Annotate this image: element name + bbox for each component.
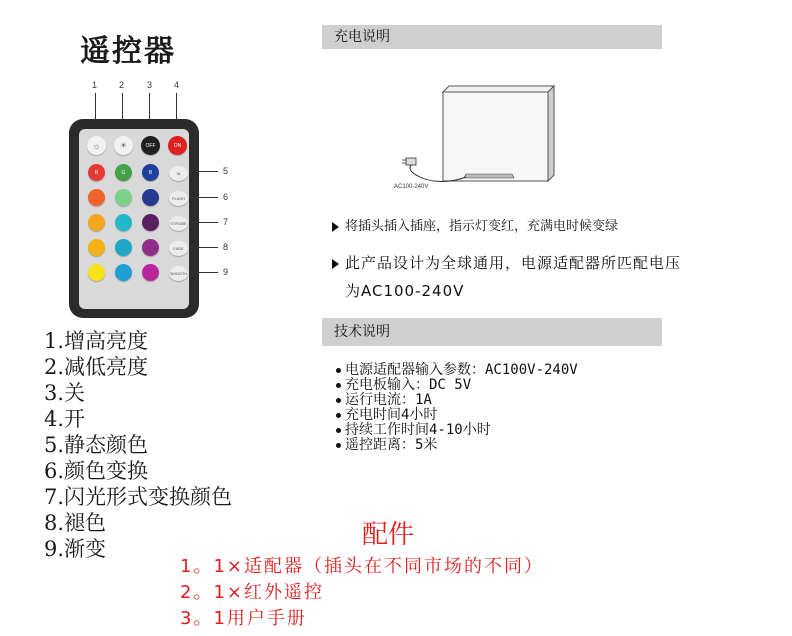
- color-button[interactable]: [115, 214, 132, 231]
- callout-5: 5: [223, 166, 229, 176]
- list-item: [44, 406, 232, 432]
- accessory-item: 1。1×适配器（插头在不同市场的不同）: [180, 556, 544, 577]
- color-button[interactable]: [142, 214, 159, 231]
- off-label: OFF: [145, 142, 156, 149]
- item-number: 3.: [44, 381, 65, 405]
- off-button[interactable]: [141, 136, 160, 155]
- item-text: 关: [64, 381, 86, 405]
- cube-front: [443, 92, 548, 181]
- color-button[interactable]: [115, 239, 132, 256]
- color-button[interactable]: B: [142, 164, 159, 181]
- cube-side: [548, 86, 554, 181]
- smooth-label: SMOOTH: [169, 271, 188, 276]
- accessories-title: 配件: [362, 520, 415, 550]
- list-item: [44, 380, 232, 406]
- list-item: [44, 510, 232, 536]
- remote-face: [79, 129, 189, 309]
- item-text: 渐变: [64, 537, 107, 561]
- callout-3: 3: [147, 80, 153, 90]
- remote-control: [69, 119, 199, 318]
- item-number: 6.: [44, 459, 65, 483]
- item-number: 8.: [44, 511, 65, 535]
- white-button[interactable]: [169, 166, 188, 181]
- accessory-item: 3。1用户手册: [180, 608, 307, 629]
- charging-illustration: [388, 82, 558, 194]
- callout-2: 2: [119, 80, 125, 90]
- triangle-bullet-icon: [332, 222, 339, 232]
- item-text: 闪光形式变换颜色: [64, 485, 233, 509]
- white-label: W: [176, 171, 181, 176]
- item-text: 颜色变换: [64, 459, 149, 483]
- spec-item: 充电板输入：DC 5V: [336, 378, 578, 393]
- charging-note-2-text-1: 此产品设计为全球通用，电源适配器所匹配电压: [345, 254, 682, 272]
- callout-line-9: [190, 272, 218, 273]
- item-number: 7.: [44, 485, 65, 509]
- charging-note-2: [332, 249, 681, 305]
- color-button[interactable]: [142, 264, 159, 281]
- callout-line-8: [190, 247, 218, 248]
- list-item: [44, 354, 232, 380]
- item-text: 开: [64, 407, 86, 431]
- item-text: 静态颜色: [64, 433, 149, 457]
- remote-title: 遥控器: [80, 34, 176, 69]
- voltage-label: AC100-240V: [394, 184, 429, 190]
- item-text: 减低亮度: [64, 355, 149, 379]
- fade-label: FADE: [173, 246, 184, 251]
- strobe-label: STROBE: [170, 221, 187, 226]
- flash-button[interactable]: [169, 191, 188, 206]
- item-number: 2.: [44, 355, 65, 379]
- on-button[interactable]: [168, 136, 187, 155]
- item-number: 5.: [44, 433, 65, 457]
- color-button[interactable]: [88, 189, 105, 206]
- fade-button[interactable]: [169, 241, 188, 256]
- brightness-down-button[interactable]: [114, 136, 133, 155]
- charging-note-2-line-2: 为AC100-240V: [345, 282, 465, 300]
- color-button[interactable]: R: [88, 164, 105, 181]
- callout-line-5: [190, 171, 218, 172]
- triangle-bullet-icon: [332, 259, 339, 269]
- brightness-down-icon: ☀: [119, 141, 128, 150]
- callout-line-7: [190, 222, 218, 223]
- color-button[interactable]: G: [115, 164, 132, 181]
- list-item: [44, 328, 232, 354]
- color-button[interactable]: [88, 214, 105, 231]
- color-button[interactable]: [88, 264, 105, 281]
- cube-top: [443, 86, 554, 92]
- callout-4: 4: [174, 80, 180, 90]
- button-function-list: [44, 328, 232, 562]
- brightness-up-button[interactable]: [87, 136, 106, 155]
- strobe-button[interactable]: [169, 216, 188, 231]
- smooth-button[interactable]: [169, 266, 188, 281]
- charging-note-1: [332, 215, 618, 234]
- tech-specs-list: [336, 363, 578, 453]
- flash-label: FLASH: [172, 196, 185, 201]
- list-item: [44, 458, 232, 484]
- power-plug-icon: [406, 158, 416, 165]
- item-text: 褪色: [64, 511, 107, 535]
- spec-item: 遥控距离：5米: [336, 438, 578, 453]
- item-number: 1.: [44, 329, 65, 353]
- list-item: [44, 484, 232, 510]
- callout-8: 8: [223, 242, 229, 252]
- on-label: ON: [173, 142, 182, 149]
- color-button[interactable]: [142, 239, 159, 256]
- color-button[interactable]: [142, 189, 159, 206]
- spec-item: 充电时间4小时: [336, 408, 578, 423]
- charging-header: 充电说明: [322, 25, 662, 49]
- callout-9: 9: [223, 267, 229, 277]
- item-number: 9.: [44, 537, 65, 561]
- item-number: 4.: [44, 407, 65, 431]
- item-text: 增高亮度: [64, 329, 149, 353]
- tech-header: 技术说明: [322, 318, 662, 346]
- accessories-list: [180, 554, 544, 632]
- spec-item: 电源适配器输入参数：AC100V-240V: [336, 363, 578, 378]
- spec-item: 持续工作时间4-10小时: [336, 423, 578, 438]
- charging-note-1-text: 将插头插入插座，指示灯变红，充满电时候变绿: [345, 219, 619, 234]
- callout-line-6: [190, 197, 218, 198]
- accessory-item: 2。1×红外遥控: [180, 582, 324, 603]
- list-item: [44, 432, 232, 458]
- brightness-up-icon: ☼: [92, 140, 101, 151]
- callout-7: 7: [223, 217, 229, 227]
- color-button[interactable]: [115, 189, 132, 206]
- color-button[interactable]: [88, 239, 105, 256]
- color-button[interactable]: [115, 264, 132, 281]
- charging-base: [464, 174, 514, 178]
- spec-item: 运行电流：1A: [336, 393, 578, 408]
- charging-note-2-line-1: [332, 249, 681, 277]
- callout-6: 6: [223, 192, 229, 202]
- callout-1: 1: [92, 80, 98, 90]
